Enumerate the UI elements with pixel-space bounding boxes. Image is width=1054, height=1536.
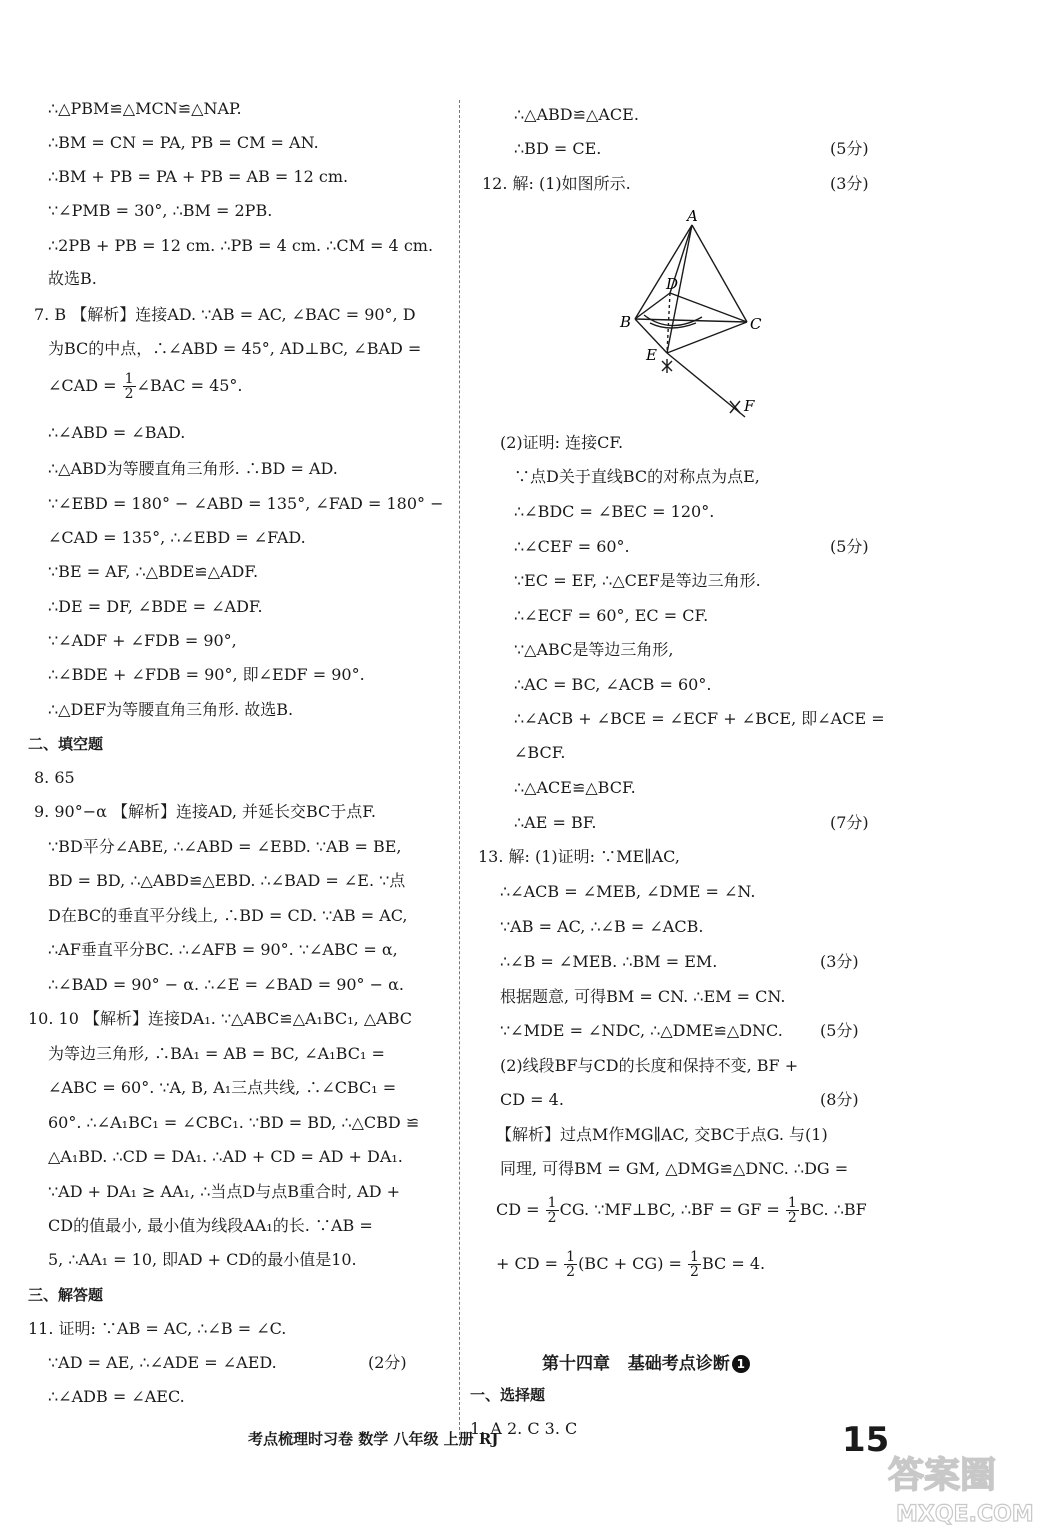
frac-text: BC. ∴BF (799, 1200, 867, 1219)
left-line: ∴2PB + PB = 12 cm. ∴PB = 4 cm. ∴CM = 4 cm. (48, 236, 434, 255)
column-divider (459, 100, 460, 1440)
score-points: (7分) (830, 813, 869, 832)
right-line: ∴AC = BC, ∠ACB = 60°. (514, 675, 712, 694)
frac-suffix: ∠BAC = 45°. (136, 376, 243, 395)
label-D: D (666, 275, 679, 293)
label-C: C (750, 315, 762, 333)
left-line: △A₁BD. ∴CD = DA₁. ∴AD + CD = AD + DA₁. (48, 1147, 403, 1166)
left-line: ∵∠ADF + ∠FDB = 90°, (48, 631, 237, 650)
left-line: 8. 65 (34, 768, 75, 787)
left-line: D在BC的垂直平分线上, ∴BD = CD. ∵AB = AC, (48, 906, 408, 925)
chapter-number: 第十四章 (542, 1354, 610, 1374)
label-B: B (620, 313, 632, 331)
left-line: ∴∠BAD = 90° − α. ∴∠E = ∠BAD = 90° − α. (48, 975, 405, 994)
right-line: ∵EC = EF, ∴△CEF是等边三角形. (514, 571, 761, 590)
left-line: 9. 90°−α 【解析】连接AD, 并延长交BC于点F. (34, 802, 376, 821)
frac-text: CD = (496, 1200, 545, 1219)
right-line: ∴BD = CE. (514, 139, 602, 158)
page-footer: 考点梳理时习卷 数学 八年级 上册 RJ (248, 1430, 499, 1448)
fraction: $\frac{1}{2}$ (787, 1195, 797, 1226)
left-line: 11. 证明: ∵AB = AC, ∴∠B = ∠C. (28, 1319, 287, 1338)
right-line: ∴∠B = ∠MEB. ∴BM = EM. (500, 952, 718, 971)
fraction: $\frac{1}{2}$ (547, 1195, 557, 1226)
left-line: ∴△DEF为等腰直角三角形. 故选B. (48, 700, 294, 719)
watermark-line1: 答案圈 (888, 1455, 997, 1496)
label-F: F (744, 397, 755, 415)
right-line: 同理, 可得BM = GM, △DMG≌△DNC. ∴DG = (500, 1159, 849, 1178)
fraction: $\frac{1}{2}$ (690, 1249, 699, 1280)
right-line: ∴∠BDC = ∠BEC = 120°. (514, 502, 715, 521)
right-line: 13. 解: (1)证明: ∵ME∥AC, (478, 847, 680, 866)
score-points: (3分) (830, 174, 869, 193)
left-line: 7. B 【解析】连接AD. ∵AB = AC, ∠BAC = 90°, D (34, 305, 416, 324)
right-line: ∴∠ACB = ∠MEB, ∠DME = ∠N. (500, 882, 756, 901)
label-E: E (646, 346, 657, 364)
right-line: 【解析】过点M作MG∥AC, 交BC于点G. 与(1) (496, 1125, 828, 1144)
right-line: (2)线段BF与CD的长度和保持不变, BF + (500, 1056, 799, 1075)
right-line: CD = 4. (500, 1090, 564, 1109)
frac-text: + CD = (496, 1254, 564, 1273)
chapter-badge: 1 (732, 1355, 750, 1373)
section-heading: 三、解答题 (28, 1286, 104, 1304)
right-line: ∴△ACE≌△BCF. (514, 778, 636, 797)
right-line: (2)证明: 连接CF. (500, 433, 624, 452)
fraction: $\frac{1}{2}$ (124, 371, 134, 402)
left-line: 60°. ∴∠A₁BC₁ = ∠CBC₁. ∵BD = BD, ∴△CBD ≌ (48, 1113, 420, 1132)
chapter-name: 基础考点诊断 (627, 1354, 730, 1374)
left-line: ∵AD = AE, ∴∠ADE = ∠AED. (48, 1353, 277, 1372)
right-line: ∴∠ECF = 60°, EC = CF. (514, 606, 709, 625)
left-line: ∴∠ABD = ∠BAD. (48, 423, 186, 442)
right-frac-line (496, 1196, 867, 1225)
right-line: ∴AE = BF. (514, 813, 597, 832)
left-line: ∵BD平分∠ABE, ∴∠ABD = ∠EBD. ∵AB = BE, (48, 837, 402, 856)
left-line: ∴BM = CN = PA, PB = CM = AN. (48, 133, 319, 152)
frac-text: (BC + CG) = (578, 1254, 688, 1273)
geometry-diagram (610, 205, 770, 430)
frac-text: CG. ∵MF⊥BC, ∴BF = GF = (559, 1200, 785, 1219)
frac-text: BC = 4. (701, 1254, 766, 1273)
left-line: 为BC的中点，∴∠ABD = 45°, AD⊥BC, ∠BAD = (48, 339, 422, 358)
left-line: ∴△ABD为等腰直角三角形. ∴BD = AD. (48, 459, 338, 478)
left-line: ∴DE = DF, ∠BDE = ∠ADF. (48, 597, 263, 616)
right-line: ∵△ABC是等边三角形, (514, 640, 674, 659)
section-heading: 二、填空题 (28, 735, 104, 753)
left-line: ∴BM + PB = PA + PB = AB = 12 cm. (48, 167, 349, 186)
right-answers: 1. A 2. C 3. C (470, 1419, 578, 1438)
left-line: ∵AD + DA₁ ≥ AA₁, ∴当点D与点B重合时, AD + (48, 1182, 401, 1201)
right-line: ∠BCF. (514, 743, 566, 762)
left-line: ∠ABC = 60°. ∵A, B, A₁三点共线, ∴∠CBC₁ = (48, 1078, 397, 1097)
page-number: 15 (842, 1420, 890, 1460)
right-line: 12. 解: (1)如图所示. (482, 174, 631, 193)
frac-prefix: ∠CAD = (48, 376, 122, 395)
left-line: ∵∠PMB = 30°, ∴BM = 2PB. (48, 201, 273, 220)
right-line: ∴∠CEF = 60°. (514, 537, 630, 556)
left-line: ∴△PBM≌△MCN≌△NAP. (48, 99, 242, 118)
left-line: CD的值最小, 最小值为线段AA₁的长. ∵AB = (48, 1216, 373, 1235)
left-line: ∴∠ADB = ∠AEC. (48, 1387, 185, 1406)
label-A: A (687, 207, 698, 225)
left-line: 故选B. (48, 269, 97, 288)
right-line: ∴△ABD≌△ACE. (514, 105, 639, 124)
score-points: (5分) (830, 537, 869, 556)
left-line: ∵∠EBD = 180° − ∠ABD = 135°, ∠FAD = 180° − (48, 494, 444, 513)
right-frac-line (496, 1250, 765, 1279)
right-line: 根据题意, 可得BM = CN. ∴EM = CN. (500, 987, 786, 1006)
left-line: ∴∠BDE + ∠FDB = 90°, 即∠EDF = 90°. (48, 665, 365, 684)
left-frac-line (48, 372, 243, 401)
right-line: ∵AB = AC, ∴∠B = ∠ACB. (500, 917, 704, 936)
score-points: (8分) (820, 1090, 859, 1109)
score-points: (2分) (368, 1353, 407, 1372)
left-line: BD = BD, ∴△ABD≌△EBD. ∴∠BAD = ∠E. ∵点 (48, 871, 406, 890)
left-line: ∠CAD = 135°, ∴∠EBD = ∠FAD. (48, 528, 306, 547)
chapter-title (542, 1349, 750, 1374)
watermark-logo (880, 1445, 1050, 1530)
right-line: ∴∠ACB + ∠BCE = ∠ECF + ∠BCE, 即∠ACE = (514, 709, 885, 728)
score-points: (3分) (820, 952, 859, 971)
watermark-line2: MXQE.COM (896, 1502, 1034, 1527)
left-line: ∴AF垂直平分BC. ∴∠AFB = 90°. ∵∠ABC = α, (48, 940, 398, 959)
left-line: 5, ∴AA₁ = 10, 即AD + CD的最小值是10. (48, 1250, 357, 1269)
right-line: ∵∠MDE = ∠NDC, ∴△DME≌△DNC. (500, 1021, 783, 1040)
left-line: 为等边三角形, ∴BA₁ = AB = BC, ∠A₁BC₁ = (48, 1044, 385, 1063)
fraction: $\frac{1}{2}$ (566, 1249, 576, 1280)
score-points: (5分) (830, 139, 869, 158)
left-line: 10. 10 【解析】连接DA₁. ∵△ABC≌△A₁BC₁, △ABC (28, 1009, 413, 1028)
score-points: (5分) (820, 1021, 859, 1040)
left-line: ∵BE = AF, ∴△BDE≌△ADF. (48, 562, 259, 581)
right-line: ∵点D关于直线BC的对称点为点E, (514, 467, 760, 486)
right-section-heading: 一、选择题 (470, 1386, 546, 1404)
